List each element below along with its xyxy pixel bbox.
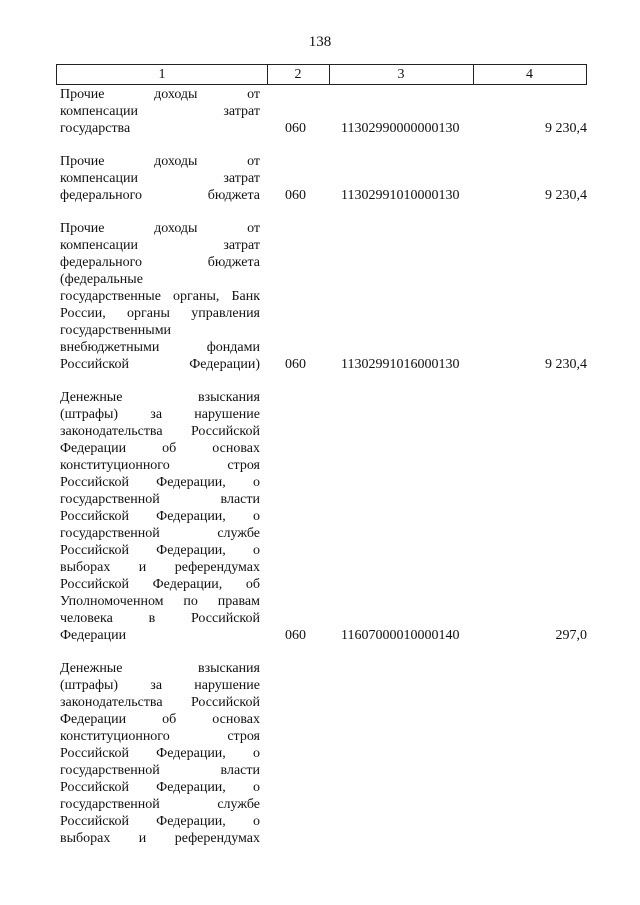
- description-line: выборах и референдумах: [60, 560, 260, 575]
- admin-code: 060: [285, 357, 306, 372]
- amount-value: 9 230,4: [545, 121, 587, 136]
- page-number: 138: [308, 34, 332, 50]
- row-description: [60, 220, 260, 373]
- description-line: компенсации затрат: [60, 238, 260, 253]
- kbk-code: 11607000010000140: [341, 628, 460, 643]
- amount-value: 297,0: [555, 628, 587, 643]
- table-row: [0, 389, 640, 644]
- description-line: законодательства Российской: [60, 695, 260, 710]
- column-header-row: [56, 64, 587, 85]
- description-line: Российской Федерации, о: [60, 780, 260, 795]
- row-description: [60, 660, 260, 847]
- description-line: Российской Федерации, о: [60, 543, 260, 558]
- description-line: конституционного строя: [60, 729, 260, 744]
- description-line: Российской Федерации, о: [60, 475, 260, 490]
- description-line: Прочие доходы от: [60, 221, 260, 236]
- description-line: государственными: [60, 323, 172, 338]
- description-line: выборах и референдумах: [60, 831, 260, 846]
- description-line: компенсации затрат: [60, 104, 260, 119]
- description-line: Российской Федерации, о: [60, 814, 260, 829]
- description-line: законодательства Российской: [60, 424, 260, 439]
- description-line: Российской Федерации): [60, 357, 260, 372]
- description-line: Российской Федерации, об: [60, 577, 260, 592]
- row-description: [60, 86, 260, 137]
- description-line: России, органы управления: [60, 306, 260, 321]
- table-row: [0, 86, 640, 137]
- kbk-code: 11302991016000130: [341, 357, 460, 372]
- admin-code: 060: [285, 188, 306, 203]
- description-line: (штрафы) за нарушение: [60, 678, 260, 693]
- column-header-3: 3: [397, 67, 405, 82]
- amount-value: 9 230,4: [545, 357, 587, 372]
- description-line: государственной службе: [60, 797, 260, 812]
- table-body: [0, 86, 640, 863]
- description-line: федерального бюджета: [60, 255, 260, 270]
- description-line: федерального бюджета: [60, 188, 260, 203]
- description-line: государственные органы, Банк: [60, 289, 260, 304]
- description-line: государства: [60, 121, 131, 136]
- table-row: [0, 220, 640, 373]
- admin-code: 060: [285, 121, 306, 136]
- description-line: государственной власти: [60, 763, 260, 778]
- description-line: Денежные взыскания: [60, 390, 260, 405]
- description-line: Прочие доходы от: [60, 154, 260, 169]
- description-line: государственной службе: [60, 526, 260, 541]
- description-line: Денежные взыскания: [60, 661, 260, 676]
- admin-code: 060: [285, 628, 306, 643]
- description-line: конституционного строя: [60, 458, 260, 473]
- description-line: Российской Федерации, о: [60, 746, 260, 761]
- table-row: [0, 153, 640, 204]
- description-line: компенсации затрат: [60, 171, 260, 186]
- table-row: [0, 660, 640, 847]
- description-line: Уполномоченном по правам: [60, 594, 260, 609]
- description-line: (штрафы) за нарушение: [60, 407, 260, 422]
- kbk-code: 11302991010000130: [341, 188, 460, 203]
- description-line: Прочие доходы от: [60, 87, 260, 102]
- column-header-4: 4: [526, 67, 533, 82]
- description-line: Федерации об основах: [60, 441, 260, 456]
- kbk-code: 11302990000000130: [341, 121, 460, 136]
- description-line: человека в Российской: [60, 611, 260, 626]
- description-line: Российской Федерации, о: [60, 509, 260, 524]
- amount-value: 9 230,4: [545, 188, 587, 203]
- description-line: Федерации об основах: [60, 712, 260, 727]
- row-description: [60, 153, 260, 204]
- description-line: (федеральные: [60, 272, 143, 287]
- description-line: внебюджетными фондами: [60, 340, 260, 355]
- row-description: [60, 389, 260, 644]
- column-header-2: 2: [294, 67, 302, 82]
- column-header-1: 1: [158, 67, 166, 82]
- description-line: государственной власти: [60, 492, 260, 507]
- description-line: Федерации: [60, 628, 127, 643]
